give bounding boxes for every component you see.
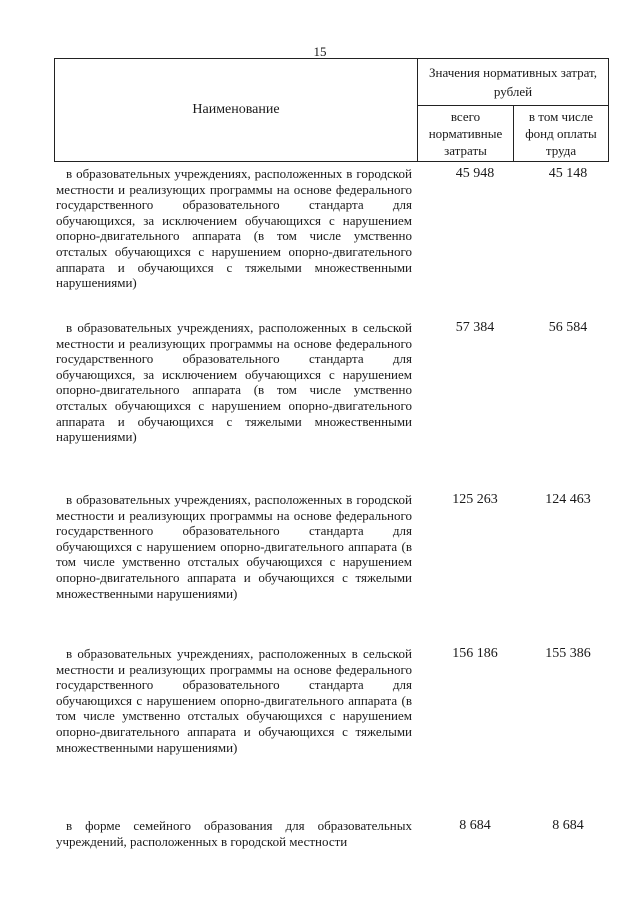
header-name-column: Наименование — [54, 58, 418, 162]
row-total: 125 263 — [452, 492, 498, 507]
row-total: 57 384 — [455, 320, 495, 335]
row-total: 156 186 — [452, 646, 498, 661]
row-name: в образовательных учреждениях, расположенных в городской местности и реализующих программы на основе федерального государственного образовательного стандарта для обучающихся с нарушением опорно-двигательного аппарата (в том числе умственно отсталых обучающихся с нарушением опорно-двигательного аппарата и обучающихся с тяжелыми множественными нарушениями) — [56, 492, 412, 601]
header-total-column: всего нормативные затраты — [417, 105, 514, 162]
row-payroll: 8 684 — [552, 818, 584, 833]
row-name: в образовательных учреждениях, расположенных в сельской местности и реализующих программы на основе федерального государственного образовательного стандарта для обучающихся с нарушением опорно-двигательного аппарата (в том числе умственно отсталых обучающихся с нарушением опорно-двигательного аппарата и обучающихся с тяжелыми множественными нарушениями) — [56, 646, 412, 755]
row-total: 8 684 — [459, 818, 491, 833]
row-payroll: 124 463 — [545, 492, 591, 507]
row-name: в образовательных учреждениях, расположенных в сельской местности и реализующих программы на основе федерального государственного образовательного стандарта для обучающихся, за исключением обучающихся с нарушением опорно-двигательного аппарата (в том числе умственно отсталых обучающихся с нарушением опорно-двигательного аппарата и обучающихся с тяжелыми множественными нарушениями) — [56, 320, 412, 445]
row-total: 45 948 — [455, 166, 495, 181]
row-name: в образовательных учреждениях, расположенных в городской местности и реализующих программы на основе федерального государственного образовательного стандарта для обучающихся, за исключением обучающихся с нарушением опорно-двигательного аппарата (в том числе умственно отсталых обучающихся с нарушением опорно-двигательного аппарата и обучающихся с тяжелыми множественными нарушениями) — [56, 166, 412, 291]
header-values-group: Значения нормативных затрат, рублей — [417, 58, 609, 106]
row-name: в форме семейного образования для образовательных учреждений, расположенных в городской местности — [56, 818, 412, 849]
page-number: 15 — [313, 44, 327, 59]
header-payroll-column: в том числе фонд оплаты труда — [513, 105, 609, 162]
row-payroll: 45 148 — [548, 166, 588, 181]
row-payroll: 155 386 — [545, 646, 591, 661]
row-payroll: 56 584 — [548, 320, 588, 335]
